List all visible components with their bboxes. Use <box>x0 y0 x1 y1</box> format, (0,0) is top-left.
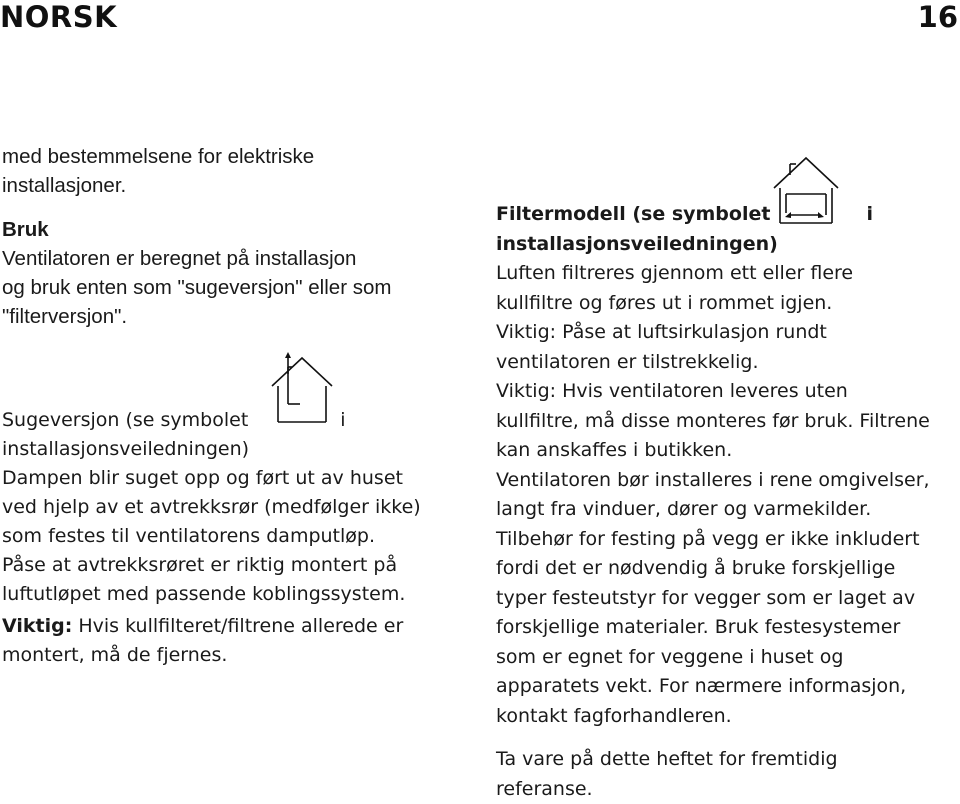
filter-line: fordi det er nødvendig å bruke forskjellige <box>496 557 896 579</box>
suge-line: som festes til ventilatorens damputløp. <box>2 525 376 547</box>
suge-line: Påse at avtrekksrøret er riktig montert på <box>2 554 398 576</box>
filter-line: Luften filtreres gjennom ett eller flere <box>496 262 854 284</box>
suge-heading <box>2 406 462 435</box>
left-column <box>2 142 462 670</box>
viktig-text: Hvis kullfilteret/filtrene allerede er <box>72 615 404 637</box>
viktig-label: Viktig: <box>2 615 73 637</box>
suge-line: luftutløpet med passende koblingssystem. <box>2 583 406 605</box>
filter-line: som er egnet for veggene i huset og <box>496 645 844 668</box>
filter-line: Ventilatoren bør installeres i rene omgivelser, <box>496 468 930 491</box>
closing-line: Ta vare på dette heftet for fremtidig <box>496 748 838 770</box>
bruk-line: "filterversjon". <box>2 305 128 328</box>
filter-line: langt fra vinduer, dører og varmekilder. <box>496 498 872 520</box>
filter-line: typer festeutstyr for vegger som er laget av <box>496 586 916 609</box>
filter-line: forskjellige materialer. Bruk festesystemer <box>496 616 901 638</box>
page-number: 16 <box>917 0 958 34</box>
filter-heading <box>496 200 958 230</box>
suge-line: Dampen blir suget opp og ført ut av huset <box>2 467 403 489</box>
house-exhaust-icon <box>270 352 334 428</box>
filter-line: kan anskaffes i butikken. <box>496 439 733 461</box>
filter-heading-i: i <box>866 203 873 225</box>
section-heading-bruk: Bruk <box>2 218 49 241</box>
filter-line: kontakt fagforhandleren. <box>496 704 732 727</box>
filter-heading-text: Filtermodell (se symbolet <box>496 203 771 225</box>
bruk-line: og bruk enten som "sugeversjon" eller som <box>2 276 392 299</box>
intro-line: med bestemmelsene for elektriske <box>2 145 315 168</box>
house-recirculation-icon <box>772 155 840 229</box>
viktig-line <box>2 612 462 641</box>
bruk-line: Ventilatoren er beregnet på installasjon <box>2 247 357 270</box>
filter-heading-line2: installasjonsveiledningen) <box>496 232 778 255</box>
closing-note <box>496 744 956 804</box>
page-header <box>0 0 960 40</box>
right-column <box>496 200 958 731</box>
viktig-line: montert, må de fjernes. <box>2 644 228 666</box>
intro-line: installasjoner. <box>2 174 127 197</box>
filter-line: Tilbehør for festing på vegg er ikke inkludert <box>496 527 920 550</box>
filter-line: kullfiltre og føres ut i rommet igjen. <box>496 291 833 314</box>
filter-line: apparatets vekt. For nærmere informasjon, <box>496 675 907 697</box>
language-label: NORSK <box>0 0 118 34</box>
suge-line: ved hjelp av et avtrekksrør (medfølger ikke) <box>2 496 421 518</box>
filter-line: Viktig: Påse at luftsirkulasjon rundt <box>496 321 827 343</box>
filter-line: kullfiltre, må disse monteres før bruk. Filtrene <box>496 409 930 432</box>
closing-line: referanse. <box>496 778 593 800</box>
filter-line: ventilatoren er tilstrekkelig. <box>496 350 759 373</box>
suge-line: installasjonsveiledningen) <box>2 438 250 460</box>
suge-heading-text: Sugeversjon (se symbolet <box>2 409 249 431</box>
filter-line: Viktig: Hvis ventilatoren leveres uten <box>496 380 848 402</box>
suge-heading-i: i <box>340 409 346 431</box>
